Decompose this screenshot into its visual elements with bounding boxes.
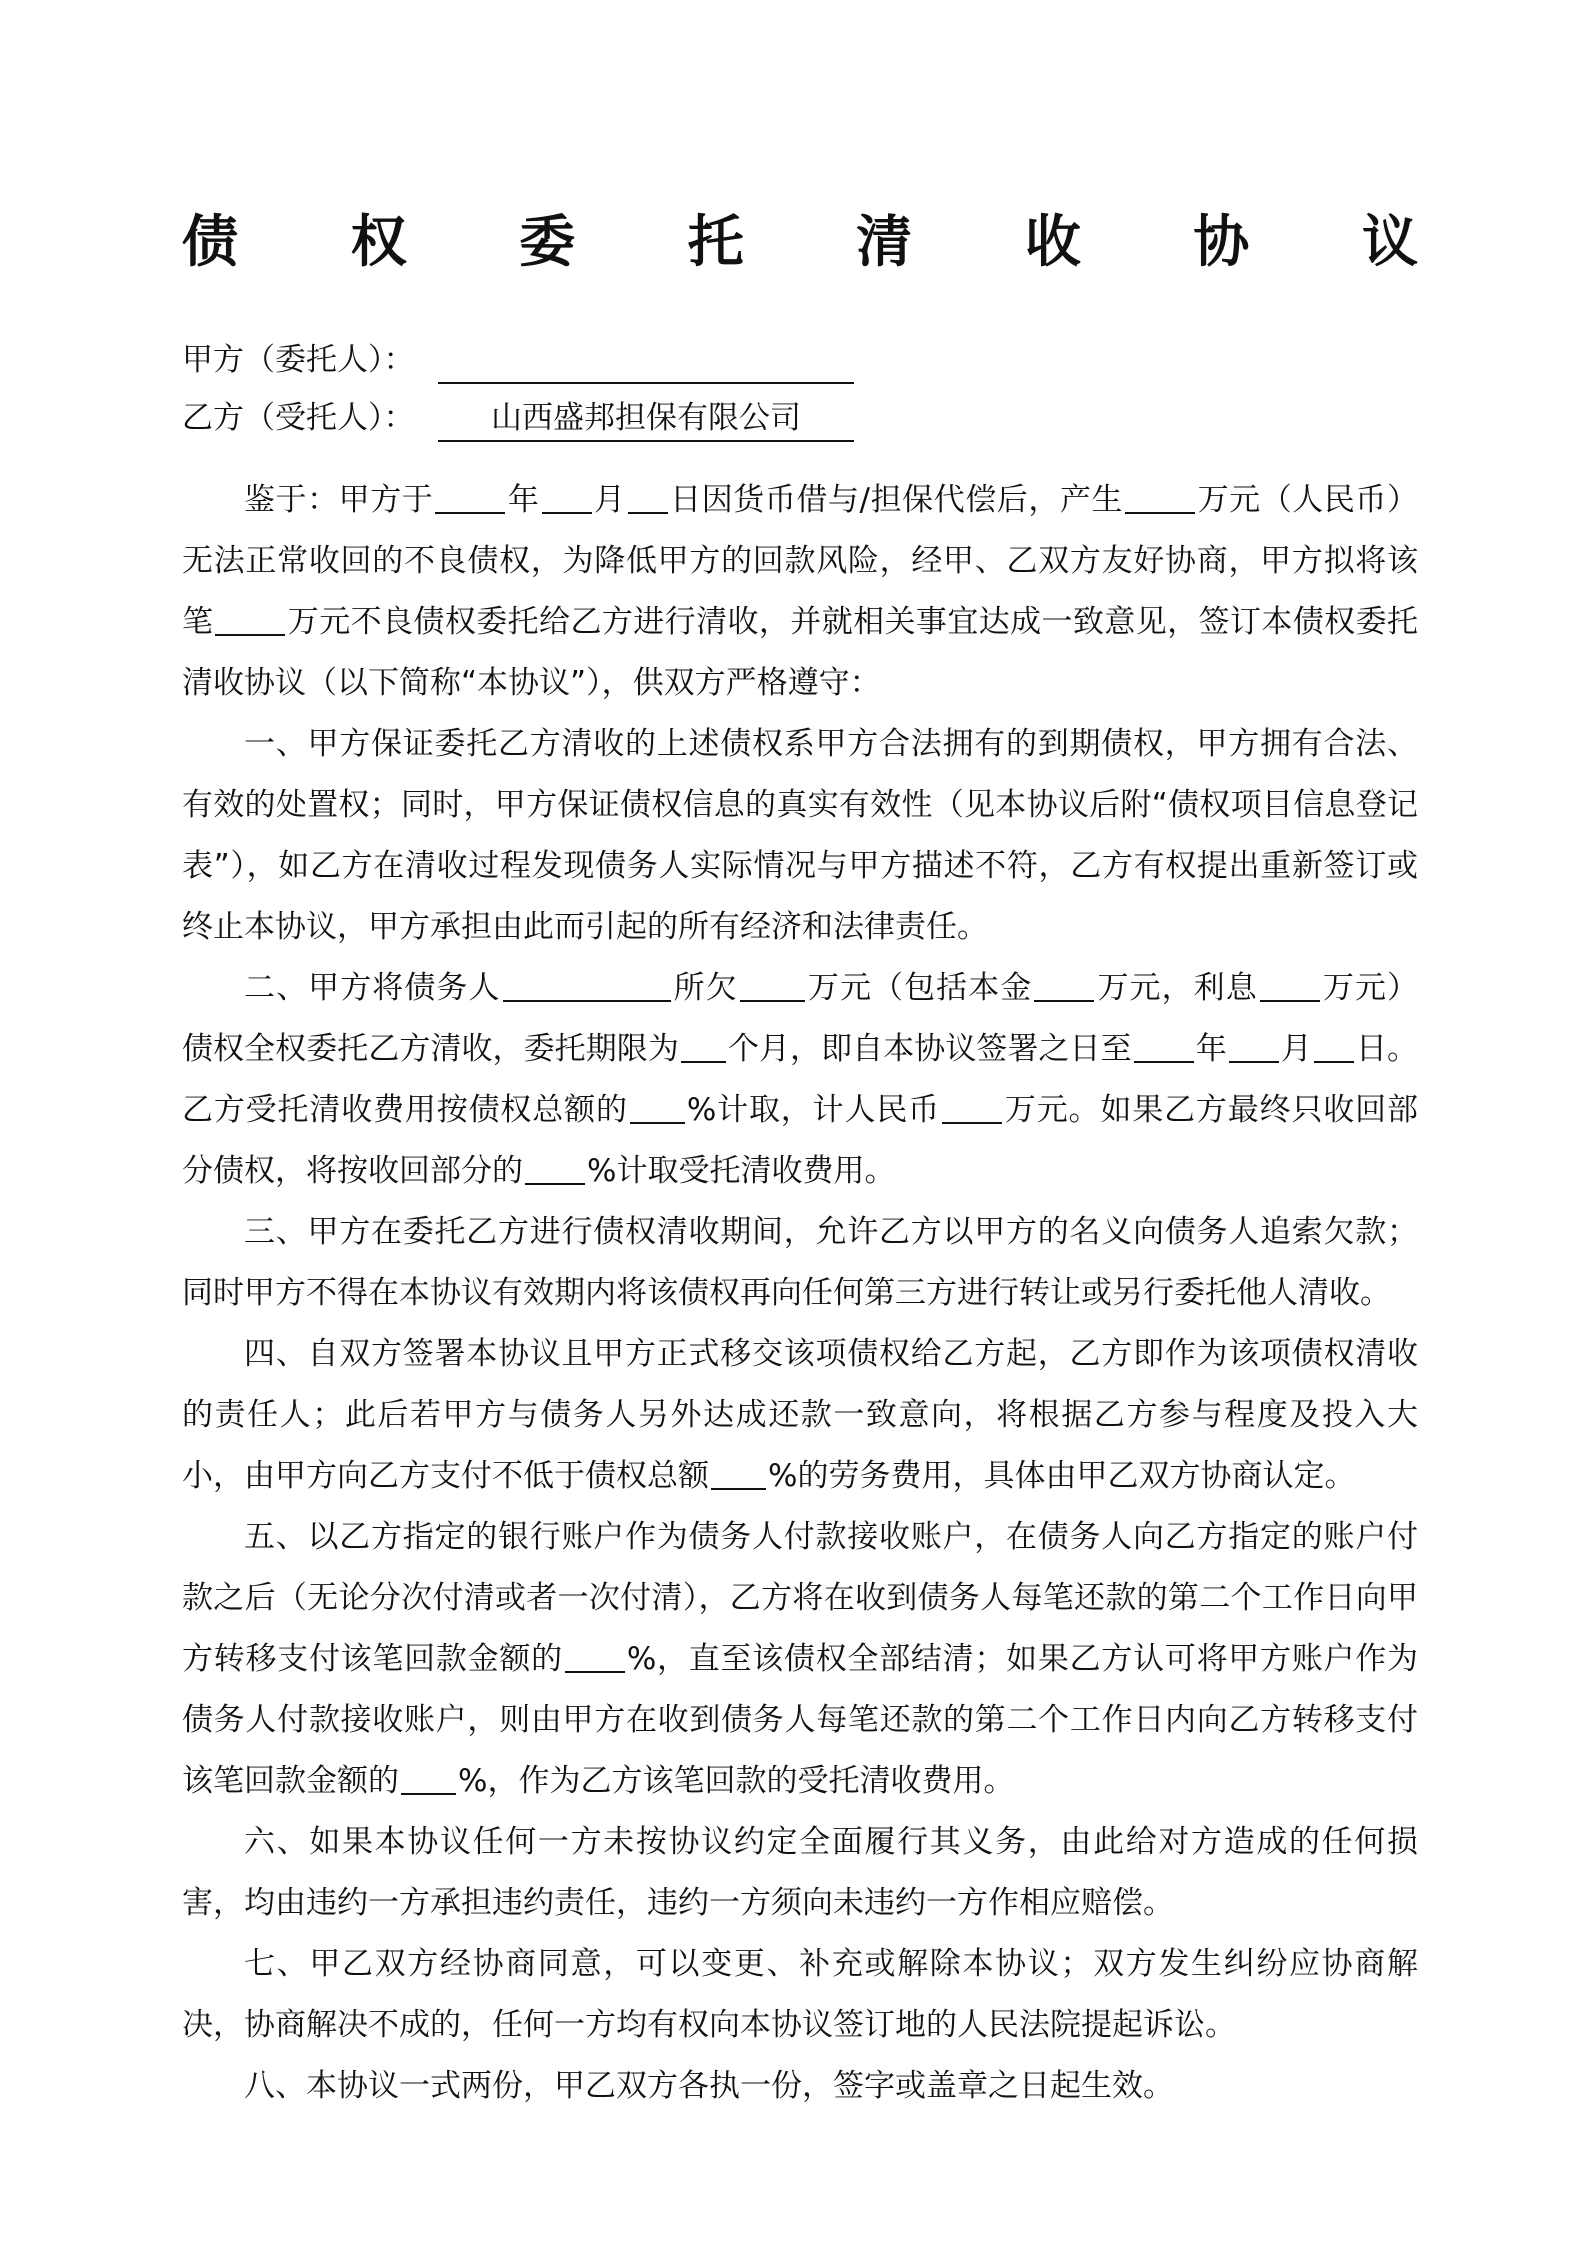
fill-blank: [1229, 1031, 1279, 1063]
text-run: 万元，利息: [1096, 970, 1258, 1006]
preamble-paragraph: [182, 470, 1418, 714]
text-run: %，作为乙方该笔回款的受托清收费用。: [458, 1763, 1015, 1799]
title-char: 议: [1361, 210, 1418, 275]
fill-blank: [1314, 1031, 1354, 1063]
text-run: 万元不良债权委托给乙方进行清收，并就相关事宜达成一致意见，签订本债权委托清收协议（以下简称“本协议”），供双方严格遵守：: [182, 604, 1418, 701]
party-b-field: 山西盛邦担保有限公司: [438, 396, 854, 442]
text-run: %计取受托清收费用。: [587, 1153, 896, 1189]
title-char: 委: [519, 210, 576, 275]
text-run: 万元。如果乙方最终只收回部分债权，将按收回部分的: [182, 1092, 1418, 1189]
clause-1: 一、甲方保证委托乙方清收的上述债权系甲方合法拥有的到期债权，甲方拥有合法、有效的处置权；同时，甲方保证债权信息的真实有效性（见本协议后附“债权项目信息登记表”），如乙方在清收过程发现债务人实际情况与甲方描述不符，乙方有权提出重新签订或终止本协议，甲方承担由此而引起的所有经济和法律责任。: [182, 726, 1418, 945]
title-char: 权: [350, 210, 407, 275]
clause-7: 七、甲乙双方经协商同意，可以变更、补充或解除本协议；双方发生纠纷应协商解决，协商解决不成的，任何一方均有权向本协议签订地的人民法院提起诉讼。: [182, 1946, 1418, 2043]
agreement-body: [182, 470, 1418, 2117]
party-b-label: 乙方（受托人）：: [182, 400, 415, 436]
fill-blank: [628, 482, 668, 514]
fill-blank: [401, 1763, 456, 1795]
fill-blank: [630, 1092, 685, 1124]
text-run: 年: [507, 482, 540, 518]
clause-3: 三、甲方在委托乙方进行债权清收期间，允许乙方以甲方的名义向债务人追索欠款；同时甲方不得在本协议有效期内将该债权再向任何第三方进行转让或另行委托他人清收。: [182, 1214, 1418, 1311]
text-run: 万元（人民币）无法正常收回的不良债权，为降低甲方的回款风险，经甲、乙双方友好协商，甲方拟将该笔: [182, 482, 1418, 640]
text-run: 五、以乙方指定的银行账户作为债务人付款接收账户，在债务人向乙方指定的账户付款之后（无论分次付清或者一次付清），乙方将在收到债务人每笔还款的第二个工作日向甲方转移支付该笔回款金额的: [182, 1519, 1418, 1677]
text-run: 日因货币借与/担保代偿后，产生: [669, 482, 1124, 518]
text-run: 鉴于：甲方于: [244, 482, 434, 518]
fill-blank: [542, 482, 592, 514]
fill-blank: [1134, 1031, 1194, 1063]
text-run: %，直至该债权全部结清；如果乙方认可将甲方账户作为债务人付款接收账户，则由甲方在收到债务人每笔还款的第二个工作日内向乙方转移支付该笔回款金额的: [182, 1641, 1418, 1799]
text-run: 个月，即自本协议签署之日至: [727, 1031, 1132, 1067]
title-char: 协: [1193, 210, 1250, 275]
text-run: 日。乙方受托清收费用按债权总额的: [182, 1031, 1419, 1128]
text-run: 所欠: [672, 970, 738, 1006]
text-run: 年: [1195, 1031, 1227, 1067]
clause-4: [182, 1324, 1418, 1507]
text-run: 万元（包括本金: [806, 970, 1033, 1006]
text-run: 月: [1280, 1031, 1312, 1067]
fill-blank: [1034, 970, 1094, 1002]
document-title: [182, 208, 1418, 278]
fill-blank: [1125, 482, 1195, 514]
clause-2: [182, 958, 1418, 1202]
fill-blank: [525, 1153, 585, 1185]
party-a-field: [438, 338, 854, 384]
title-char: 托: [687, 210, 744, 275]
fill-blank: [1260, 970, 1320, 1002]
text-run: 万元）债权全权委托乙方清收，委托期限为: [182, 970, 1419, 1067]
text-run: %计取，计人民币: [686, 1092, 941, 1128]
clause-6: 六、如果本协议任何一方未按协议约定全面履行其义务，由此给对方造成的任何损害，均由违约一方承担违约责任，违约一方须向未违约一方作相应赔偿。: [182, 1824, 1418, 1921]
fill-blank: [565, 1641, 625, 1673]
fill-blank: [942, 1092, 1002, 1124]
fill-blank: [681, 1031, 726, 1063]
title-char: 债: [182, 210, 238, 275]
text-run: 月: [593, 482, 626, 518]
text-run: %的劳务费用，具体由甲乙双方协商认定。: [768, 1458, 1356, 1494]
fill-blank: [503, 970, 671, 1002]
clause-8: 八、本协议一式两份，甲乙双方各执一份，签字或盖章之日起生效。: [244, 2068, 1174, 2104]
text-run: 二、甲方将债务人: [244, 970, 501, 1006]
title-char: 清: [856, 210, 913, 275]
clause-5: [182, 1507, 1418, 1812]
fill-blank: [215, 604, 285, 636]
fill-blank: [740, 970, 805, 1002]
fill-blank: [435, 482, 505, 514]
title-char: 收: [1024, 210, 1081, 275]
party-a-label: 甲方（委托人）：: [182, 342, 415, 378]
fill-blank: [711, 1458, 766, 1490]
party-a-line: [182, 338, 438, 382]
party-b-line: [182, 396, 801, 440]
text-run: 四、自双方签署本协议且甲方正式移交该项债权给乙方起，乙方即作为该项债权清收的责任人；此后若甲方与债务人另外达成还款一致意向，将根据乙方参与程度及投入大小，由甲方向乙方支付不低于债权总额: [182, 1336, 1418, 1494]
